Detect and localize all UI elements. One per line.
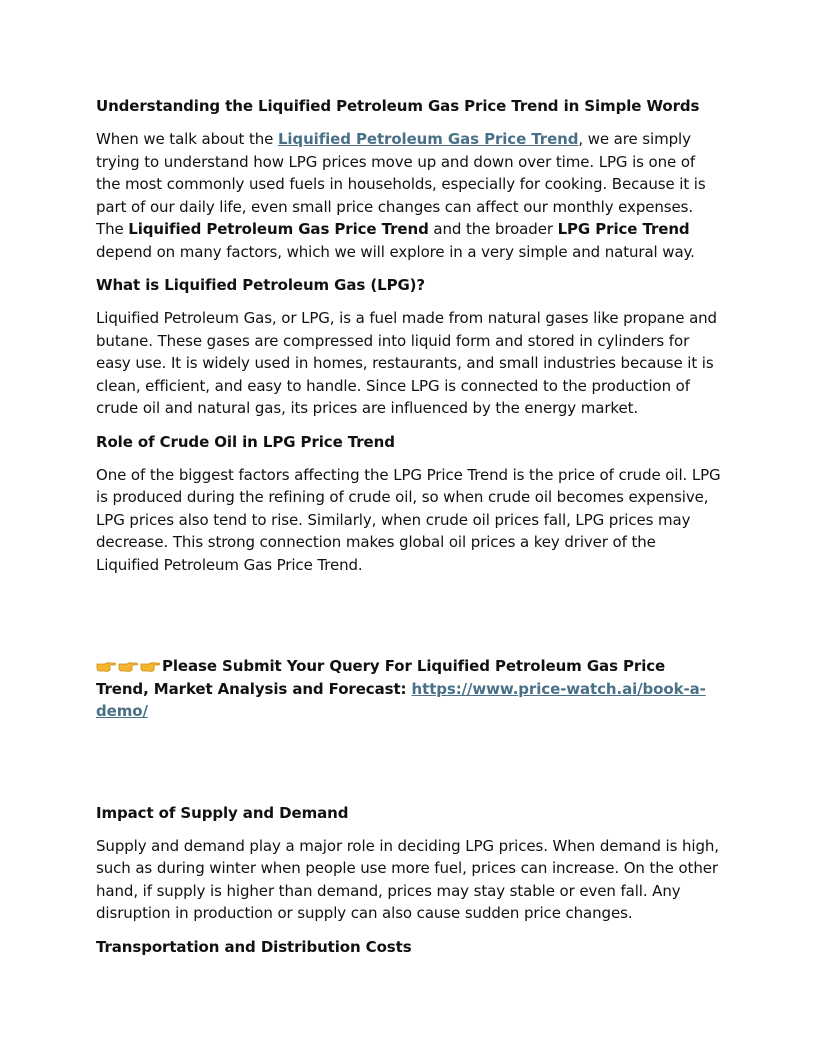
section-heading-supply-demand: Impact of Supply and Demand <box>96 803 349 822</box>
query-callout-text: Please Submit Your Query For Liquified Petroleum Gas Price Trend, Market Analysis and Forecast: <box>96 657 666 698</box>
pointing-hand-icon <box>118 657 138 673</box>
intro-bold-2: LPG Price Trend <box>557 220 690 238</box>
intro-text-3: and the broader <box>428 220 558 238</box>
spacer <box>96 587 722 655</box>
what-is-lpg-paragraph: Liquified Petroleum Gas, or LPG, is a fuel made from natural gases like propane and butane. These gases are compressed into liquid form and stored in cylinders for easy use. It is widely used in homes, restaurants, and small industries because it is clean, efficient, and easy to handle. Since LPG is connected to the production of crude oil and natural gas, its prices are influenced by the energy market. <box>96 309 717 417</box>
section-heading-what-is-lpg: What is Liquified Petroleum Gas (LPG)? <box>96 276 426 294</box>
intro-text-2: , we are simply trying to understand how LPG prices move up and down over time. LPG is one of the most commonly used fuels in households, especially for cooking. Because it is part of our daily life, even small price changes can affect our monthly expenses. The <box>96 130 706 238</box>
pointing-hand-icon <box>96 657 116 673</box>
book-demo-link[interactable]: https://www.price-watch.ai/book-a-demo/ <box>96 679 706 720</box>
section-heading-transportation: Transportation and Distribution Costs <box>96 937 412 956</box>
pointing-hand-icon <box>140 657 160 673</box>
spacer <box>96 734 722 802</box>
intro-text-1: When we talk about the <box>96 130 278 148</box>
intro-bold-1: Liquified Petroleum Gas Price Trend <box>128 220 429 238</box>
section-heading-crude-oil: Role of Crude Oil in LPG Price Trend <box>96 432 395 451</box>
supply-demand-paragraph: Supply and demand play a major role in deciding LPG prices. When demand is high, such as during winter when people use more fuel, prices can increase. On the other hand, if supply is higher than demand, prices may stay stable or even fall. Any disruption in production or supply can also cause sudden price changes. <box>96 836 719 922</box>
query-callout <box>96 655 722 723</box>
crude-oil-paragraph: One of the biggest factors affecting the LPG Price Trend is the price of crude oil. LPG is produced during the refining of crude oil, so when crude oil becomes expensive, LPG prices also tend to rise. Similarly, when crude oil prices fall, LPG prices may decrease. This strong connection makes global oil prices a key driver of the Liquified Petroleum Gas Price Trend. <box>96 465 721 574</box>
document-content <box>96 95 722 969</box>
intro-text-4: depend on many factors, which we will explore in a very simple and natural way. <box>96 242 695 261</box>
section-heading-understanding: Understanding the Liquified Petroleum Gas Price Trend in Simple Words <box>96 97 700 115</box>
intro-paragraph <box>96 128 722 263</box>
lpg-price-trend-link[interactable]: Liquified Petroleum Gas Price Trend <box>277 130 579 148</box>
